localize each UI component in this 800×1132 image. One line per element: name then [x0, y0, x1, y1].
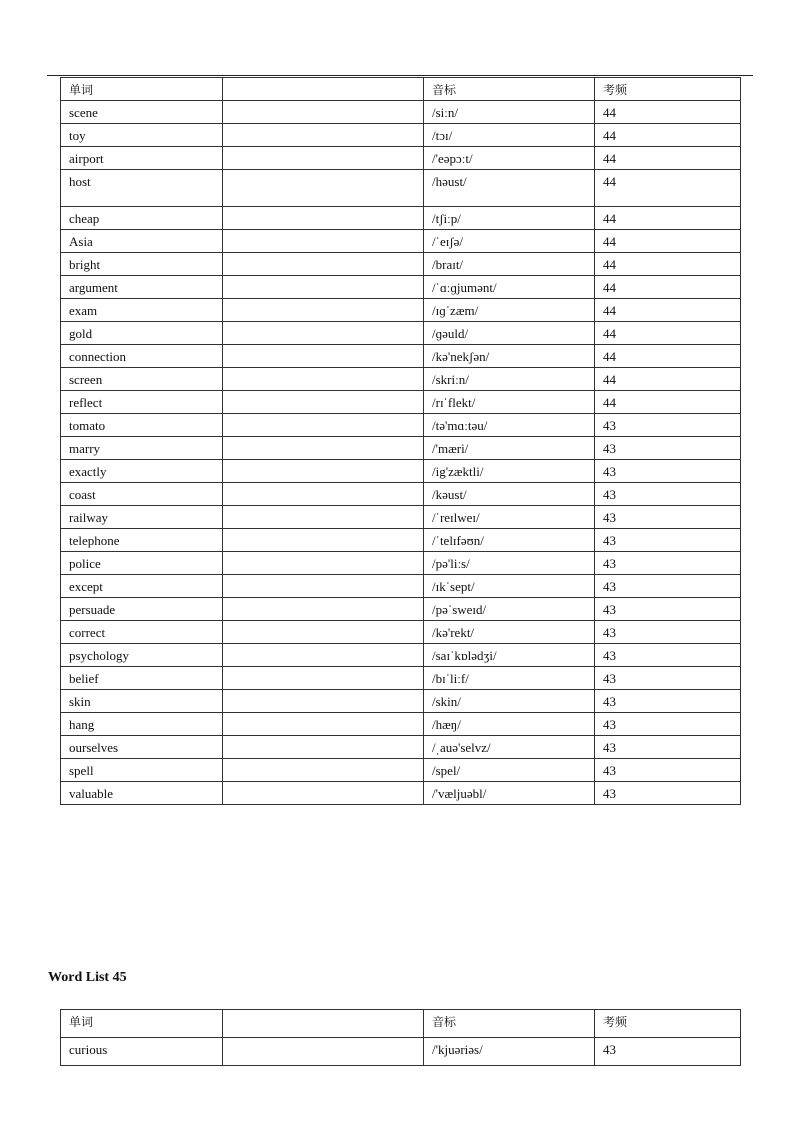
cell-phonetic: /ˈreɪlweɪ/ — [424, 506, 595, 529]
word-table — [60, 77, 741, 805]
table-row — [61, 782, 741, 805]
cell-frequency: 44 — [595, 368, 741, 391]
cell-blank — [223, 299, 424, 322]
cell-blank — [223, 230, 424, 253]
cell-word: psychology — [61, 644, 223, 667]
cell-blank — [223, 529, 424, 552]
cell-phonetic: /siːn/ — [424, 101, 595, 124]
table-row — [61, 529, 741, 552]
cell-phonetic: /saɪˈkɒlədʒi/ — [424, 644, 595, 667]
cell-blank — [223, 483, 424, 506]
cell-word: airport — [61, 147, 223, 170]
cell-frequency: 43 — [595, 667, 741, 690]
cell-frequency: 44 — [595, 276, 741, 299]
header-word: 单词 — [61, 1010, 223, 1038]
cell-blank — [223, 690, 424, 713]
cell-blank — [223, 170, 424, 207]
header-blank — [223, 1010, 424, 1038]
cell-word: ourselves — [61, 736, 223, 759]
cell-blank — [223, 322, 424, 345]
table-row — [61, 644, 741, 667]
cell-frequency: 43 — [595, 1038, 741, 1066]
cell-frequency: 44 — [595, 101, 741, 124]
table-header-row — [61, 78, 741, 101]
cell-word: exam — [61, 299, 223, 322]
table-row — [61, 170, 741, 207]
cell-blank — [223, 552, 424, 575]
cell-frequency: 43 — [595, 621, 741, 644]
table-row — [61, 759, 741, 782]
cell-frequency: 44 — [595, 147, 741, 170]
cell-frequency: 44 — [595, 345, 741, 368]
table-row — [61, 621, 741, 644]
table-row — [61, 276, 741, 299]
table-row — [61, 506, 741, 529]
cell-word: belief — [61, 667, 223, 690]
header-phonetic: 音标 — [424, 78, 595, 101]
table-row — [61, 299, 741, 322]
cell-blank — [223, 460, 424, 483]
cell-phonetic: /kəust/ — [424, 483, 595, 506]
table-row — [61, 101, 741, 124]
cell-blank — [223, 782, 424, 805]
cell-blank — [223, 414, 424, 437]
table-row — [61, 368, 741, 391]
cell-frequency: 44 — [595, 230, 741, 253]
table-row — [61, 460, 741, 483]
header-frequency: 考频 — [595, 1010, 741, 1038]
cell-word: reflect — [61, 391, 223, 414]
cell-blank — [223, 736, 424, 759]
cell-frequency: 44 — [595, 124, 741, 147]
cell-blank — [223, 124, 424, 147]
cell-frequency: 43 — [595, 782, 741, 805]
cell-word: toy — [61, 124, 223, 147]
table-row — [61, 575, 741, 598]
cell-phonetic: /skriːn/ — [424, 368, 595, 391]
table-row — [61, 483, 741, 506]
cell-word: screen — [61, 368, 223, 391]
cell-frequency: 43 — [595, 506, 741, 529]
cell-word: scene — [61, 101, 223, 124]
table-row — [61, 253, 741, 276]
cell-blank — [223, 368, 424, 391]
cell-phonetic: /pə'liːs/ — [424, 552, 595, 575]
cell-phonetic: /hæŋ/ — [424, 713, 595, 736]
header-phonetic: 音标 — [424, 1010, 595, 1038]
cell-phonetic: /ig'zæktli/ — [424, 460, 595, 483]
cell-blank — [223, 506, 424, 529]
table-row — [61, 322, 741, 345]
table-row — [61, 414, 741, 437]
table-row — [61, 207, 741, 230]
cell-blank — [223, 101, 424, 124]
cell-frequency: 43 — [595, 483, 741, 506]
cell-frequency: 44 — [595, 170, 741, 207]
table-row — [61, 598, 741, 621]
cell-frequency: 43 — [595, 713, 741, 736]
cell-blank — [223, 713, 424, 736]
cell-frequency: 43 — [595, 690, 741, 713]
cell-word: skin — [61, 690, 223, 713]
cell-blank — [223, 345, 424, 368]
cell-word: persuade — [61, 598, 223, 621]
cell-frequency: 43 — [595, 529, 741, 552]
cell-word: bright — [61, 253, 223, 276]
cell-blank — [223, 207, 424, 230]
cell-word: cheap — [61, 207, 223, 230]
cell-blank — [223, 391, 424, 414]
cell-frequency: 43 — [595, 575, 741, 598]
cell-word: Asia — [61, 230, 223, 253]
cell-word: telephone — [61, 529, 223, 552]
table-row — [61, 713, 741, 736]
cell-word: curious — [61, 1038, 223, 1066]
cell-phonetic: /pəˈsweɪd/ — [424, 598, 595, 621]
table-row — [61, 552, 741, 575]
cell-frequency: 44 — [595, 322, 741, 345]
table-header-row — [61, 1010, 741, 1038]
table-row — [61, 437, 741, 460]
table-row — [61, 690, 741, 713]
cell-frequency: 43 — [595, 759, 741, 782]
cell-word: tomato — [61, 414, 223, 437]
cell-frequency: 43 — [595, 598, 741, 621]
table-row — [61, 124, 741, 147]
cell-phonetic: /ɪɡˈzæm/ — [424, 299, 595, 322]
cell-word: spell — [61, 759, 223, 782]
cell-word: host — [61, 170, 223, 207]
cell-phonetic: /həust/ — [424, 170, 595, 207]
table-row — [61, 147, 741, 170]
word-table-2 — [60, 1009, 741, 1066]
cell-phonetic: /ˌauə'selvz/ — [424, 736, 595, 759]
cell-blank — [223, 1038, 424, 1066]
cell-word: marry — [61, 437, 223, 460]
word-table-body — [61, 78, 741, 805]
cell-phonetic: /braɪt/ — [424, 253, 595, 276]
cell-word: exactly — [61, 460, 223, 483]
cell-phonetic: /ˈɑːɡjumənt/ — [424, 276, 595, 299]
section-heading: Word List 45 — [48, 970, 127, 985]
cell-phonetic: /tʃiːp/ — [424, 207, 595, 230]
cell-word: connection — [61, 345, 223, 368]
cell-phonetic: /skin/ — [424, 690, 595, 713]
cell-phonetic: /'eəpɔːt/ — [424, 147, 595, 170]
cell-blank — [223, 575, 424, 598]
table-row — [61, 230, 741, 253]
cell-frequency: 43 — [595, 552, 741, 575]
table-row — [61, 736, 741, 759]
cell-phonetic: /'kjuəriəs/ — [424, 1038, 595, 1066]
cell-frequency: 43 — [595, 437, 741, 460]
cell-blank — [223, 437, 424, 460]
cell-word: except — [61, 575, 223, 598]
word-table-2-body — [61, 1010, 741, 1066]
table-row — [61, 1038, 741, 1066]
cell-phonetic: /kə'rekt/ — [424, 621, 595, 644]
cell-phonetic: /ɡəuld/ — [424, 322, 595, 345]
cell-phonetic: /tɔɪ/ — [424, 124, 595, 147]
cell-frequency: 44 — [595, 391, 741, 414]
header-blank — [223, 78, 424, 101]
cell-blank — [223, 276, 424, 299]
header-word: 单词 — [61, 78, 223, 101]
cell-phonetic: /'mæri/ — [424, 437, 595, 460]
cell-word: correct — [61, 621, 223, 644]
cell-frequency: 43 — [595, 644, 741, 667]
cell-phonetic: /ˈeɪʃə/ — [424, 230, 595, 253]
cell-blank — [223, 667, 424, 690]
cell-word: argument — [61, 276, 223, 299]
cell-frequency: 44 — [595, 299, 741, 322]
cell-blank — [223, 621, 424, 644]
cell-phonetic: /'væljuəbl/ — [424, 782, 595, 805]
cell-phonetic: /tə'mɑːtəu/ — [424, 414, 595, 437]
cell-frequency: 43 — [595, 460, 741, 483]
cell-blank — [223, 253, 424, 276]
cell-word: valuable — [61, 782, 223, 805]
table-row — [61, 345, 741, 368]
cell-word: police — [61, 552, 223, 575]
cell-blank — [223, 598, 424, 621]
cell-word: railway — [61, 506, 223, 529]
cell-blank — [223, 644, 424, 667]
cell-frequency: 43 — [595, 414, 741, 437]
cell-phonetic: /ˈtelɪfəʊn/ — [424, 529, 595, 552]
cell-blank — [223, 759, 424, 782]
cell-frequency: 43 — [595, 736, 741, 759]
cell-word: gold — [61, 322, 223, 345]
cell-phonetic: /rɪˈflekt/ — [424, 391, 595, 414]
cell-phonetic: /spel/ — [424, 759, 595, 782]
cell-phonetic: /bɪˈliːf/ — [424, 667, 595, 690]
cell-blank — [223, 147, 424, 170]
header-frequency: 考频 — [595, 78, 741, 101]
cell-frequency: 44 — [595, 253, 741, 276]
cell-phonetic: /ɪkˈsept/ — [424, 575, 595, 598]
table-row — [61, 391, 741, 414]
top-rule — [47, 75, 753, 76]
cell-word: coast — [61, 483, 223, 506]
cell-frequency: 44 — [595, 207, 741, 230]
cell-word: hang — [61, 713, 223, 736]
table-row — [61, 667, 741, 690]
cell-phonetic: /kə'nekʃən/ — [424, 345, 595, 368]
